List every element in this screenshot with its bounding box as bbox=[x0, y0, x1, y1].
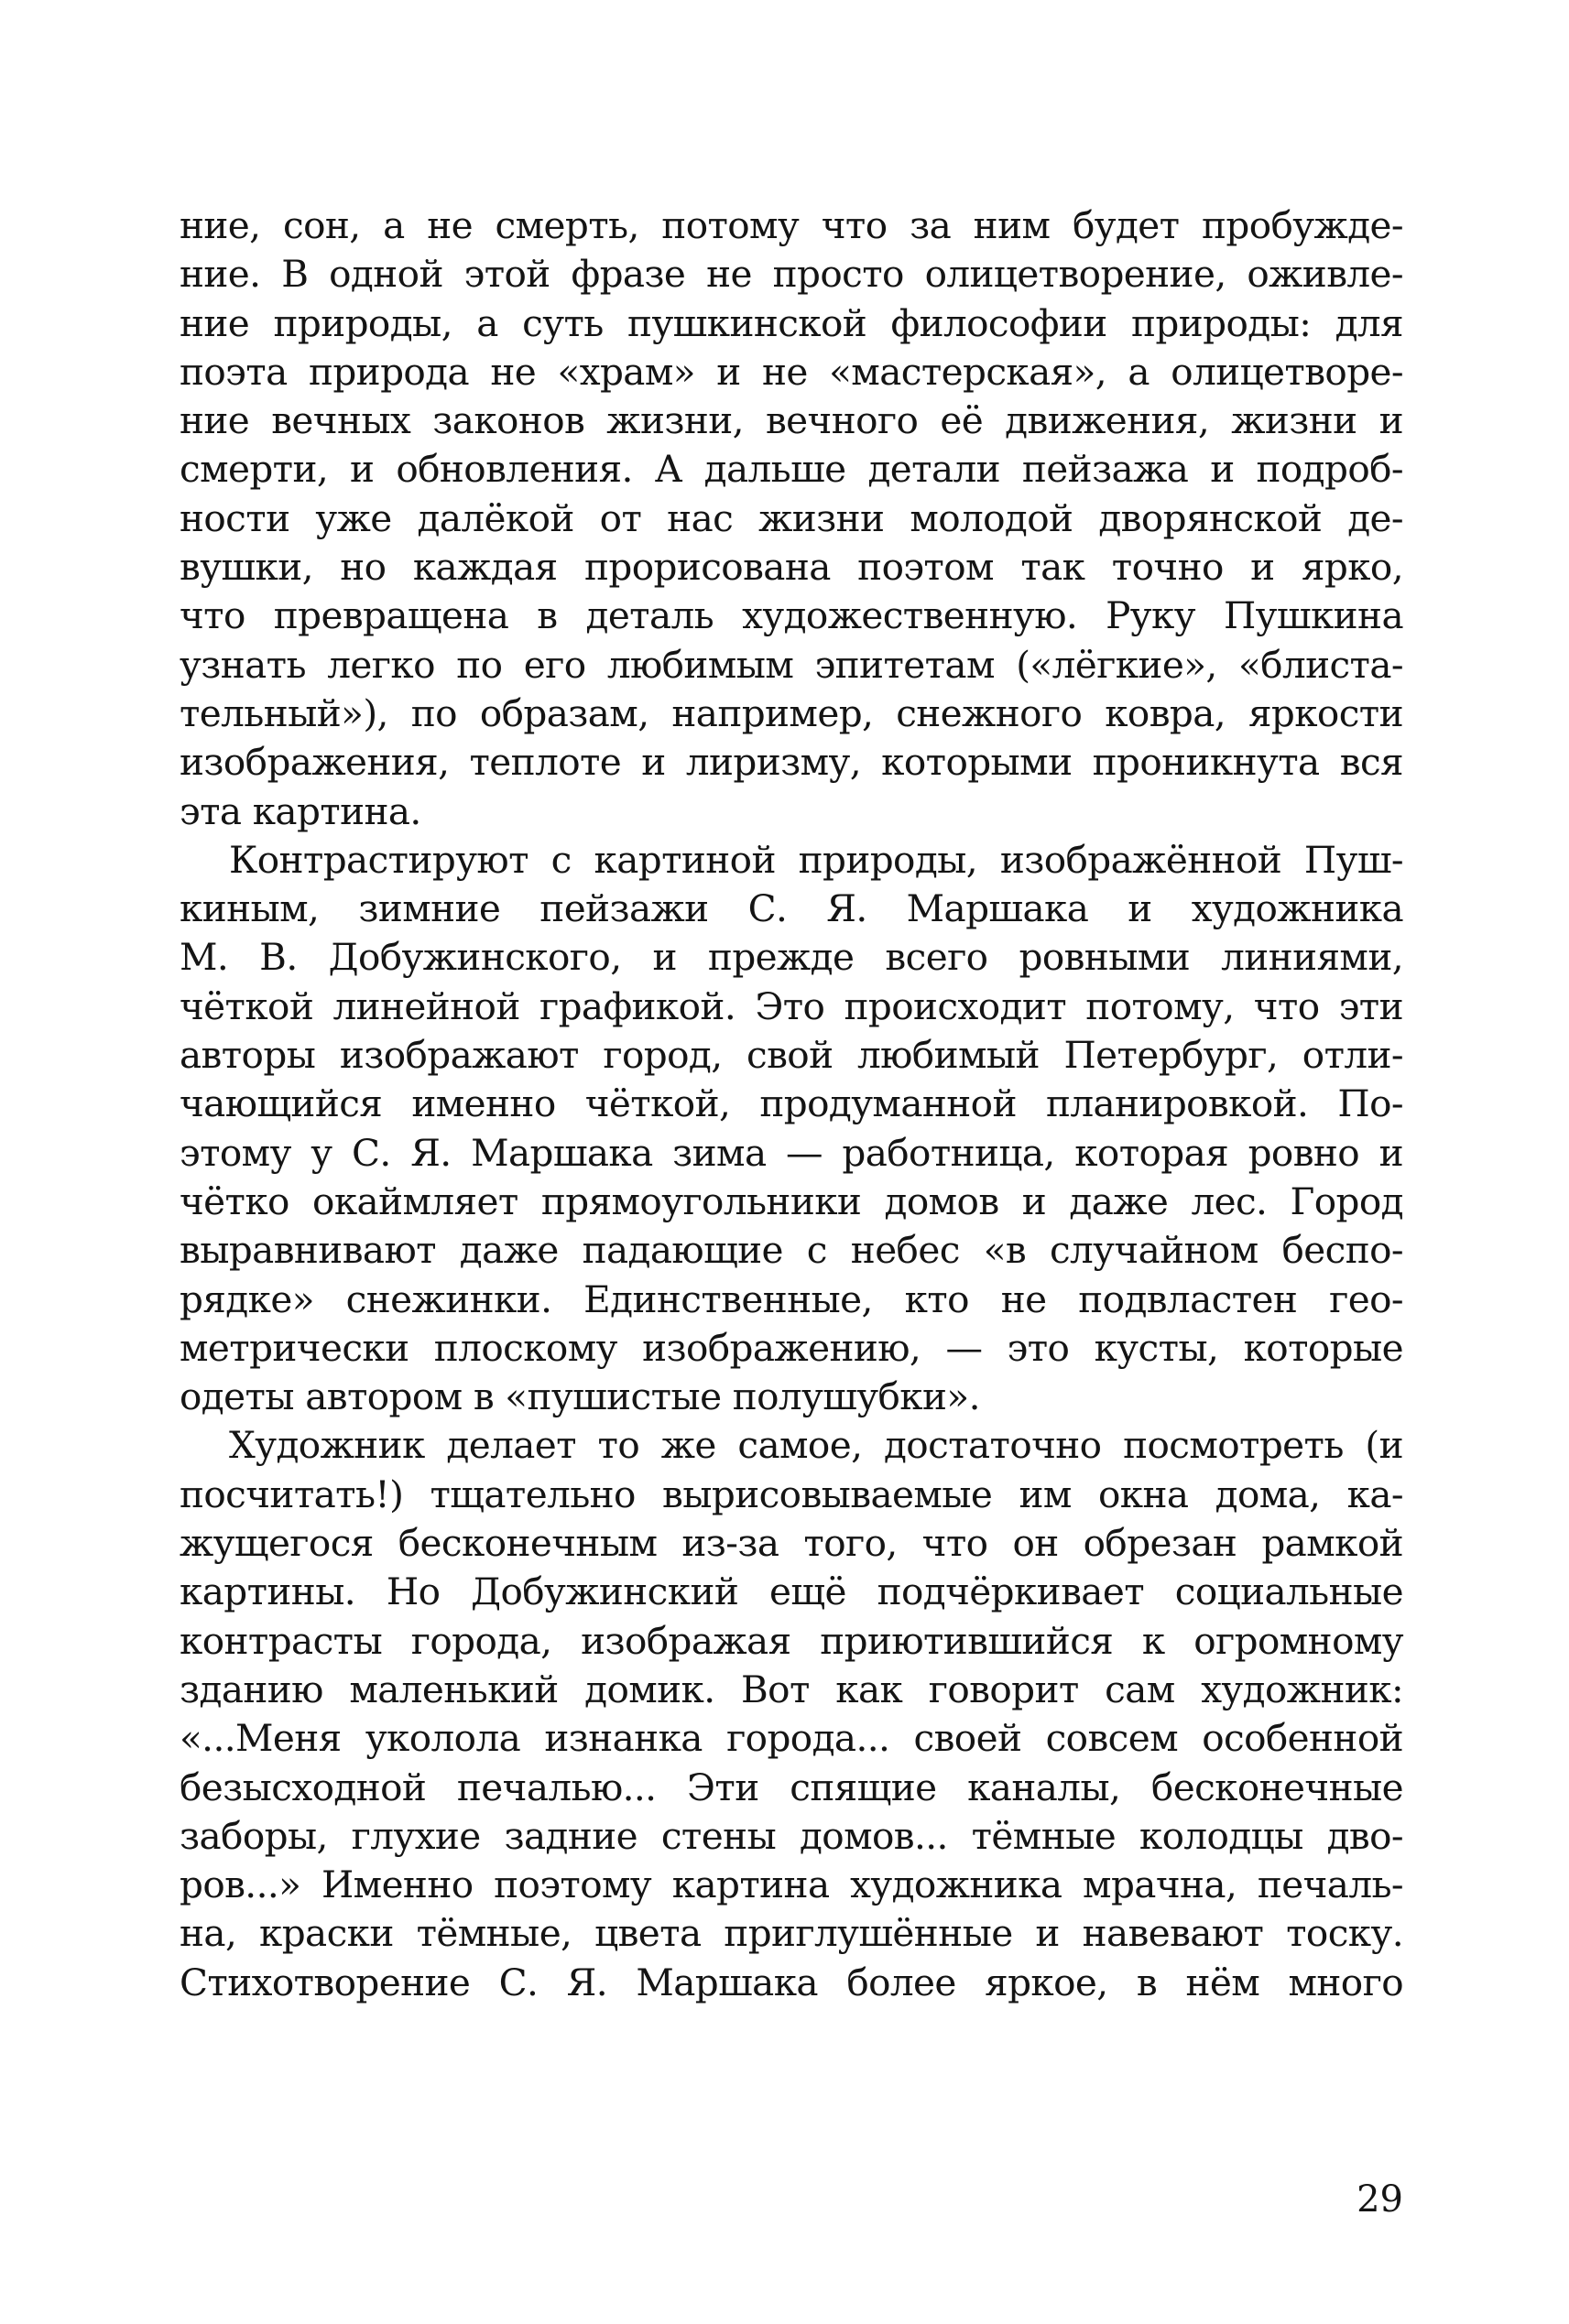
text-line: чётко окаймляет прямоугольники домов и даже лес. Город bbox=[180, 1178, 1403, 1223]
text-line: выравнивают даже падающие с небес «в случайном беспо- bbox=[180, 1228, 1403, 1273]
text-line: чёткой линейной графикой. Это происходит потому, что эти bbox=[180, 983, 1403, 1028]
text-line: узнать легко по его любимым эпитетам («лёгкие», «блиста- bbox=[180, 642, 1403, 687]
text-line: рядке» снежинки. Единственные, кто не подвластен гео- bbox=[180, 1276, 1403, 1321]
text-line: Художник делает то же самое, достаточно посмотреть (и bbox=[229, 1423, 1403, 1468]
text-line: зданию маленький домик. Вот как говорит сам художник: bbox=[180, 1667, 1403, 1711]
text-line: вушки, но каждая прорисована поэтом так точно и ярко, bbox=[180, 545, 1403, 590]
text-line: поэта природа не «храм» и не «мастерская», а олицетворе- bbox=[180, 349, 1403, 394]
text-line: заборы, глухие задние стены домов... тёмные колодцы дво- bbox=[180, 1813, 1403, 1858]
text-line: картины. Но Добужинский ещё подчёркивает социальные bbox=[180, 1569, 1403, 1614]
text-line: метрически плоскому изображению, — это кусты, которые bbox=[180, 1325, 1403, 1370]
text-line: одеты автором в «пушистые полушубки». bbox=[180, 1374, 980, 1419]
text-line: посчитать!) тщательно вырисовываемые им окна дома, ка- bbox=[180, 1472, 1403, 1516]
text-line: что превращена в деталь художественную. Руку Пушкина bbox=[180, 593, 1403, 638]
text-line: этому у С. Я. Маршака зима — работница, которая ровно и bbox=[180, 1130, 1403, 1175]
text-line: ров...» Именно поэтому картина художника мрачна, печаль- bbox=[180, 1862, 1403, 1907]
text-line: смерти, и обновления. А дальше детали пейзажа и подроб- bbox=[180, 447, 1403, 492]
text-line: авторы изображают город, свой любимый Петербург, отли- bbox=[180, 1033, 1403, 1078]
text-line: эта картина. bbox=[180, 788, 421, 833]
text-line: ние вечных законов жизни, вечного её движения, жизни и bbox=[180, 398, 1403, 443]
text-line: безысходной печалью... Эти спящие каналы, бесконечные bbox=[180, 1765, 1403, 1809]
text-line: ние. В одной этой фразе не просто олицетворение, оживле- bbox=[180, 252, 1403, 297]
text-line: контрасты города, изображая приютившийся к огромному bbox=[180, 1618, 1403, 1663]
text-line: ности уже далёкой от нас жизни молодой дворянской де- bbox=[180, 495, 1403, 540]
text-line: М. В. Добужинского, и прежде всего ровными линиями, bbox=[180, 935, 1403, 980]
text-line: на, краски тёмные, цвета приглушённые и навевают тоску. bbox=[180, 1911, 1403, 1956]
text-line: чающийся именно чёткой, продуманной планировкой. По- bbox=[180, 1081, 1403, 1126]
text-line: ние природы, а суть пушкинской философии природы: для bbox=[180, 300, 1403, 345]
text-line: киным, зимние пейзажи С. Я. Маршака и художника bbox=[180, 886, 1403, 931]
body-text bbox=[180, 201, 1403, 2007]
text-line: Контрастируют с картиной природы, изображённой Пуш- bbox=[229, 837, 1403, 882]
text-line: Стихотворение С. Я. Маршака более яркое, в нём много bbox=[180, 1960, 1403, 2004]
text-line: жущегося бесконечным из-за того, что он обрезан рамкой bbox=[180, 1521, 1403, 1566]
text-line: изображения, теплоте и лиризму, которыми проникнута вся bbox=[180, 740, 1403, 785]
text-line: ние, сон, а не смерть, потому что за ним будет пробужде- bbox=[180, 203, 1403, 247]
page-number: 29 bbox=[1357, 2178, 1403, 2221]
text-line: «...Меня уколола изнанка города... своей совсем особенной bbox=[180, 1716, 1403, 1761]
text-line: тельный»), по образам, например, снежного ковра, яркости bbox=[180, 690, 1403, 735]
